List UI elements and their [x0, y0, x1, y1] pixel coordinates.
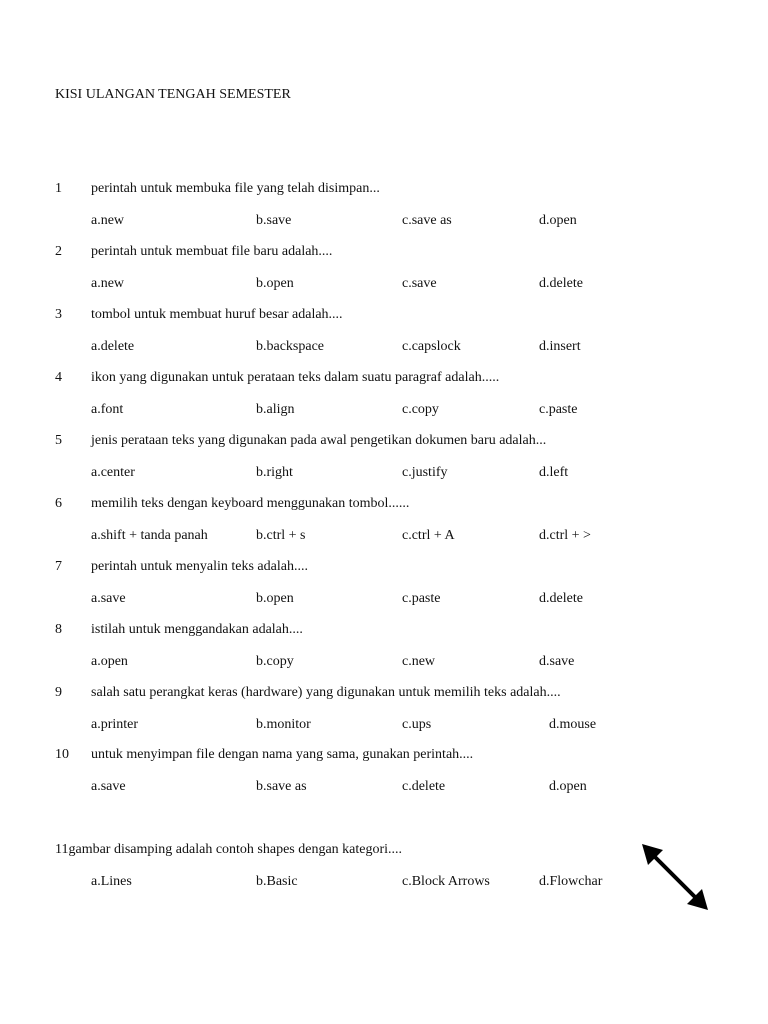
answer-option: b.align — [256, 402, 295, 417]
question-text: istilah untuk menggandakan adalah.... — [91, 622, 303, 637]
answer-option: a.delete — [91, 339, 135, 354]
question-text: ikon yang digunakan untuk perataan teks dalam suatu paragraf adalah..... — [91, 370, 500, 385]
answer-option: b.open — [256, 276, 294, 291]
answer-option: a.center — [91, 465, 135, 480]
answer-option: a.new — [91, 276, 125, 291]
answer-option: c.justify — [402, 465, 448, 480]
question-number: 1 — [55, 181, 62, 196]
answer-option: b.save as — [256, 779, 307, 794]
answer-option: b.copy — [256, 654, 294, 669]
answer-option: c.save as — [402, 213, 452, 228]
question-number: 11 — [55, 842, 69, 857]
answer-option: c.paste — [402, 591, 441, 606]
answer-option: a.open — [91, 654, 128, 669]
answer-option: d.insert — [539, 339, 581, 354]
answer-option: b.right — [256, 465, 293, 480]
answer-option: b.open — [256, 591, 294, 606]
document-title: KISI ULANGAN TENGAH SEMESTER — [55, 87, 291, 102]
answer-option: c.new — [402, 654, 436, 669]
answer-option: d.left — [539, 465, 569, 480]
question-number: 3 — [55, 307, 62, 322]
answer-option: b.ctrl + s — [256, 528, 306, 543]
question-text: jenis perataan teks yang digunakan pada awal pengetikan dokumen baru adalah... — [91, 433, 547, 448]
question-text: salah satu perangkat keras (hardware) yang digunakan untuk memilih teks adalah.... — [91, 685, 561, 700]
answer-option: d.open — [539, 213, 577, 228]
question-number: 9 — [55, 685, 62, 700]
answer-option: b.save — [256, 213, 292, 228]
answer-option: c.ctrl + A — [402, 528, 455, 543]
answer-option: a.shift + tanda panah — [91, 528, 208, 543]
answer-option: d.mouse — [549, 717, 597, 732]
question-number: 8 — [55, 622, 62, 637]
answer-option: c.Block Arrows — [402, 874, 490, 889]
answer-option: c.delete — [402, 779, 446, 794]
question-number: 6 — [55, 496, 62, 511]
question-text: tombol untuk membuat huruf besar adalah.... — [91, 307, 343, 322]
question-text: memilih teks dengan keyboard menggunakan tombol...... — [91, 496, 410, 511]
answer-option: d.delete — [539, 591, 583, 606]
question-text: perintah untuk menyalin teks adalah.... — [91, 559, 308, 574]
answer-option: d.open — [549, 779, 587, 794]
answer-option: b.backspace — [256, 339, 325, 354]
question-text: perintah untuk membuat file baru adalah.... — [91, 244, 333, 259]
question-number: 10 — [55, 747, 69, 762]
answer-option: b.monitor — [256, 717, 311, 732]
answer-option: a.new — [91, 213, 125, 228]
answer-option: c.save — [402, 276, 437, 291]
answer-option: d.ctrl + > — [539, 528, 591, 543]
answer-option: d.save — [539, 654, 575, 669]
question-text: perintah untuk membuka file yang telah disimpan... — [91, 181, 380, 196]
double-headed-arrow-icon — [638, 840, 712, 914]
answer-option: a.save — [91, 591, 126, 606]
answer-option: a.save — [91, 779, 126, 794]
answer-option: c.paste — [539, 402, 578, 417]
question-row — [55, 842, 402, 858]
answer-option: a.font — [91, 402, 124, 417]
answer-option: c.capslock — [402, 339, 461, 354]
question-number: 7 — [55, 559, 62, 574]
question-number: 2 — [55, 244, 62, 259]
question-text: untuk menyimpan file dengan nama yang sama, gunakan perintah.... — [91, 747, 474, 762]
answer-option: b.Basic — [256, 874, 298, 889]
answer-option: d.Flowchar — [539, 874, 603, 889]
answer-option: a.printer — [91, 717, 139, 732]
answer-option: c.copy — [402, 402, 439, 417]
question-number: 4 — [55, 370, 62, 385]
question-number: 5 — [55, 433, 62, 448]
answer-option: d.delete — [539, 276, 583, 291]
answer-option: a.Lines — [91, 874, 132, 889]
question-text: gambar disamping adalah contoh shapes dengan kategori.... — [68, 842, 403, 857]
answer-option: c.ups — [402, 717, 432, 732]
